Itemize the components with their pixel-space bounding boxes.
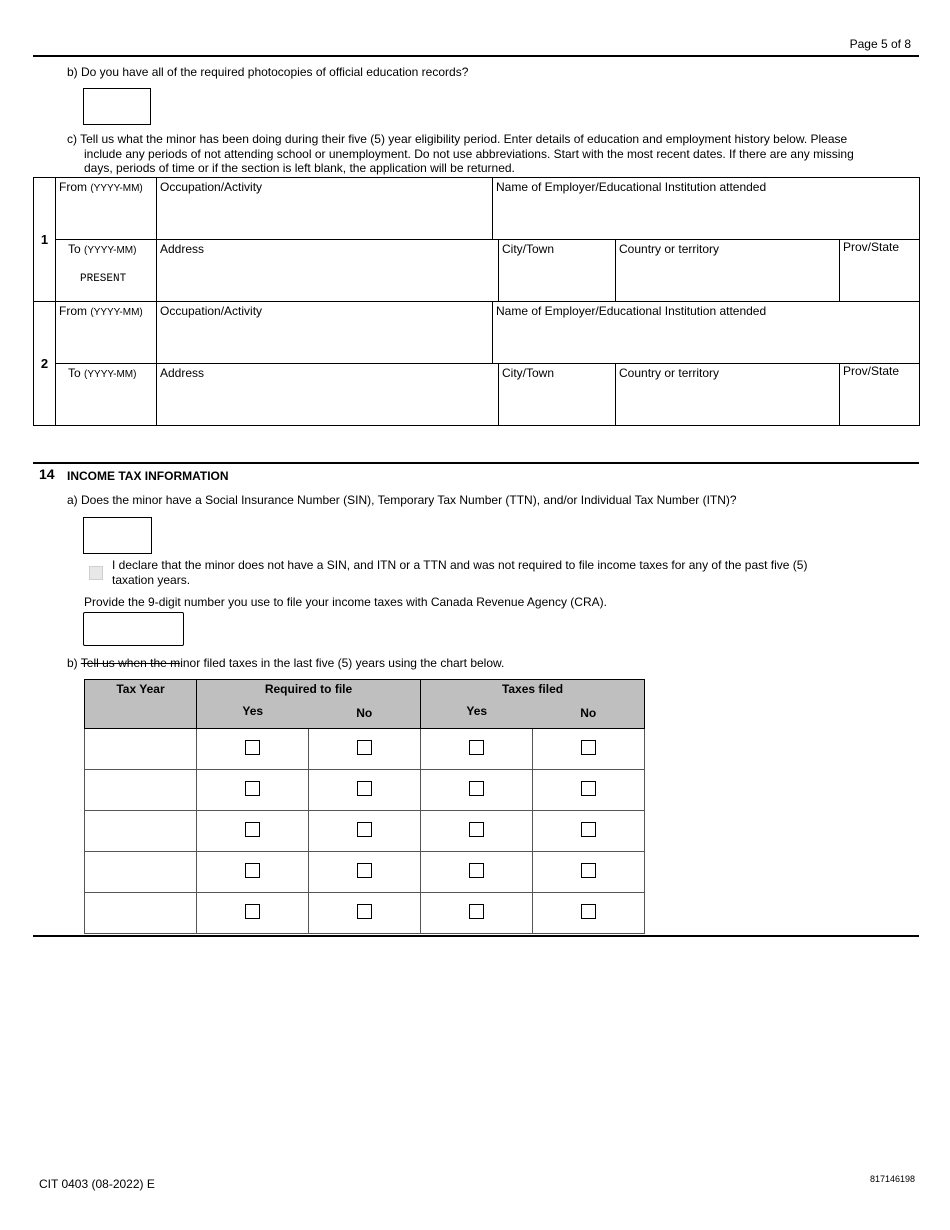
city-label: City/Town xyxy=(502,366,555,380)
required-yes-checkbox[interactable] xyxy=(245,863,260,878)
tax-table xyxy=(84,679,645,934)
occupation-field[interactable] xyxy=(157,178,493,240)
history-row-1-bottom xyxy=(34,240,920,302)
filed-yes-cell xyxy=(421,811,533,852)
to-date-field[interactable] xyxy=(56,240,157,302)
occupation-field[interactable] xyxy=(157,302,493,364)
date-format-hint: (YYYY-MM) xyxy=(84,245,137,256)
tax-year-field[interactable] xyxy=(85,852,197,893)
section14-divider xyxy=(33,462,919,464)
prov-state-label: Prov/State xyxy=(843,364,900,378)
filed-no-cell xyxy=(533,729,645,770)
filed-yes-checkbox[interactable] xyxy=(469,740,484,755)
date-format-hint: (YYYY-MM) xyxy=(90,307,143,318)
q13c-line3: days, periods of time or if the section is left blank, the application will be returned. xyxy=(84,161,515,175)
employer-field[interactable] xyxy=(493,302,920,364)
address-label: Address xyxy=(160,242,205,256)
filed-yes-checkbox[interactable] xyxy=(469,863,484,878)
q14b-prefix: b) xyxy=(67,656,78,670)
required-no-header: No xyxy=(309,702,421,729)
filed-yes-checkbox[interactable] xyxy=(469,822,484,837)
q14b-label xyxy=(67,656,504,671)
filed-no-checkbox[interactable] xyxy=(581,781,596,796)
tax-number-input[interactable] xyxy=(83,612,184,646)
occupation-label: Occupation/Activity xyxy=(160,180,263,194)
prov-state-label: Prov/State xyxy=(843,240,900,254)
filed-no-checkbox[interactable] xyxy=(581,904,596,919)
filed-no-checkbox[interactable] xyxy=(581,822,596,837)
occupation-label: Occupation/Activity xyxy=(160,304,263,318)
to-label: To xyxy=(68,366,81,380)
required-yes-checkbox[interactable] xyxy=(245,740,260,755)
table-row xyxy=(85,729,645,770)
required-yes-cell xyxy=(197,893,309,934)
history-row-number: 1 xyxy=(34,178,56,302)
filed-no-checkbox[interactable] xyxy=(581,740,596,755)
from-label: From xyxy=(59,180,87,194)
q14a-label: a) Does the minor have a Social Insurance Number (SIN), Temporary Tax Number (TTN), and/or Individual Tax Number (ITN)? xyxy=(67,493,737,507)
declare-line2: taxation years. xyxy=(112,573,191,587)
declare-line1: I declare that the minor does not have a SIN, and ITN or a TTN and was not required to file income taxes for any of the past five (5) xyxy=(112,558,808,572)
table-row xyxy=(85,893,645,934)
address-field[interactable] xyxy=(157,364,499,426)
filed-no-header: No xyxy=(533,702,645,729)
filed-no-cell xyxy=(533,893,645,934)
q14b-struck-text: Tell us when the m xyxy=(80,656,181,670)
section-number: 14 xyxy=(39,466,55,482)
barcode-number: 817146198 xyxy=(869,1174,915,1184)
filed-yes-checkbox[interactable] xyxy=(469,781,484,796)
required-no-checkbox[interactable] xyxy=(357,781,372,796)
history-row-2-top xyxy=(34,302,920,364)
q14b-text: inor filed taxes in the last five (5) years using the chart below. xyxy=(180,656,505,670)
tax-year-field[interactable] xyxy=(85,770,197,811)
required-no-checkbox[interactable] xyxy=(357,904,372,919)
date-format-hint: (YYYY-MM) xyxy=(90,183,143,194)
required-yes-checkbox[interactable] xyxy=(245,781,260,796)
prov-state-field[interactable] xyxy=(840,240,920,302)
required-yes-cell xyxy=(197,729,309,770)
to-date-value: PRESENT xyxy=(80,273,127,285)
required-yes-cell xyxy=(197,811,309,852)
filed-header: Taxes filed xyxy=(421,680,645,703)
filed-yes-cell xyxy=(421,893,533,934)
filed-no-cell xyxy=(533,770,645,811)
history-row-2-bottom xyxy=(34,364,920,426)
q13b-answer-field[interactable] xyxy=(83,88,151,125)
city-field[interactable] xyxy=(499,240,616,302)
table-row xyxy=(85,852,645,893)
from-date-field[interactable] xyxy=(56,302,157,364)
date-format-hint: (YYYY-MM) xyxy=(84,369,137,380)
tax-year-header: Tax Year xyxy=(85,680,197,729)
page-number: Page 5 of 8 xyxy=(849,37,911,51)
filed-yes-cell xyxy=(421,729,533,770)
required-no-checkbox[interactable] xyxy=(357,822,372,837)
required-no-checkbox[interactable] xyxy=(357,863,372,878)
to-date-field[interactable] xyxy=(56,364,157,426)
country-field[interactable] xyxy=(616,364,840,426)
country-field[interactable] xyxy=(616,240,840,302)
filed-yes-cell xyxy=(421,770,533,811)
tax-year-field[interactable] xyxy=(85,811,197,852)
filed-no-cell xyxy=(533,852,645,893)
prov-state-field[interactable] xyxy=(840,364,920,426)
table-row xyxy=(85,811,645,852)
history-row-number: 2 xyxy=(34,302,56,426)
q13b-label: b) Do you have all of the required photocopies of official education records? xyxy=(67,65,469,79)
required-yes-header: Yes xyxy=(197,702,309,729)
to-label: To xyxy=(68,242,81,256)
country-label: Country or territory xyxy=(619,366,720,380)
required-yes-cell xyxy=(197,770,309,811)
history-row-1-top xyxy=(34,178,920,240)
required-no-cell xyxy=(309,770,421,811)
form-code: CIT 0403 (08-2022) E xyxy=(39,1177,155,1191)
required-header: Required to file xyxy=(197,680,421,703)
country-label: Country or territory xyxy=(619,242,720,256)
top-divider xyxy=(33,55,919,57)
required-yes-checkbox[interactable] xyxy=(245,904,260,919)
required-no-cell xyxy=(309,811,421,852)
employer-label: Name of Employer/Educational Institution attended xyxy=(496,304,767,318)
tax-year-field[interactable] xyxy=(85,729,197,770)
bottom-divider xyxy=(33,935,919,937)
q14a-answer-field[interactable] xyxy=(83,517,152,554)
from-label: From xyxy=(59,304,87,318)
required-no-cell xyxy=(309,852,421,893)
required-no-cell xyxy=(309,893,421,934)
table-row xyxy=(85,770,645,811)
declare-checkbox[interactable] xyxy=(89,566,103,580)
address-label: Address xyxy=(160,366,205,380)
filed-yes-header: Yes xyxy=(421,702,533,729)
filed-yes-cell xyxy=(421,852,533,893)
required-yes-checkbox[interactable] xyxy=(245,822,260,837)
employer-field[interactable] xyxy=(493,178,920,240)
filed-yes-checkbox[interactable] xyxy=(469,904,484,919)
q13c-line2: include any periods of not attending school or unemployment. Do not use abbreviations. Start with the most recent dates. If there are any missing xyxy=(84,147,854,161)
section-title: INCOME TAX INFORMATION xyxy=(67,469,229,483)
filed-no-cell xyxy=(533,811,645,852)
required-no-cell xyxy=(309,729,421,770)
required-no-checkbox[interactable] xyxy=(357,740,372,755)
required-yes-cell xyxy=(197,852,309,893)
q13c-line1: c) Tell us what the minor has been doing during their five (5) year eligibility period. Enter details of education and employment history below. Please xyxy=(67,132,848,146)
address-field[interactable] xyxy=(157,240,499,302)
provide-number-label: Provide the 9-digit number you use to file your income taxes with Canada Revenue Agency (CRA). xyxy=(84,595,607,609)
city-field[interactable] xyxy=(499,364,616,426)
history-table xyxy=(33,177,920,426)
tax-year-field[interactable] xyxy=(85,893,197,934)
employer-label: Name of Employer/Educational Institution attended xyxy=(496,180,767,194)
from-date-field[interactable] xyxy=(56,178,157,240)
tax-table-header xyxy=(85,680,645,703)
filed-no-checkbox[interactable] xyxy=(581,863,596,878)
city-label: City/Town xyxy=(502,242,555,256)
